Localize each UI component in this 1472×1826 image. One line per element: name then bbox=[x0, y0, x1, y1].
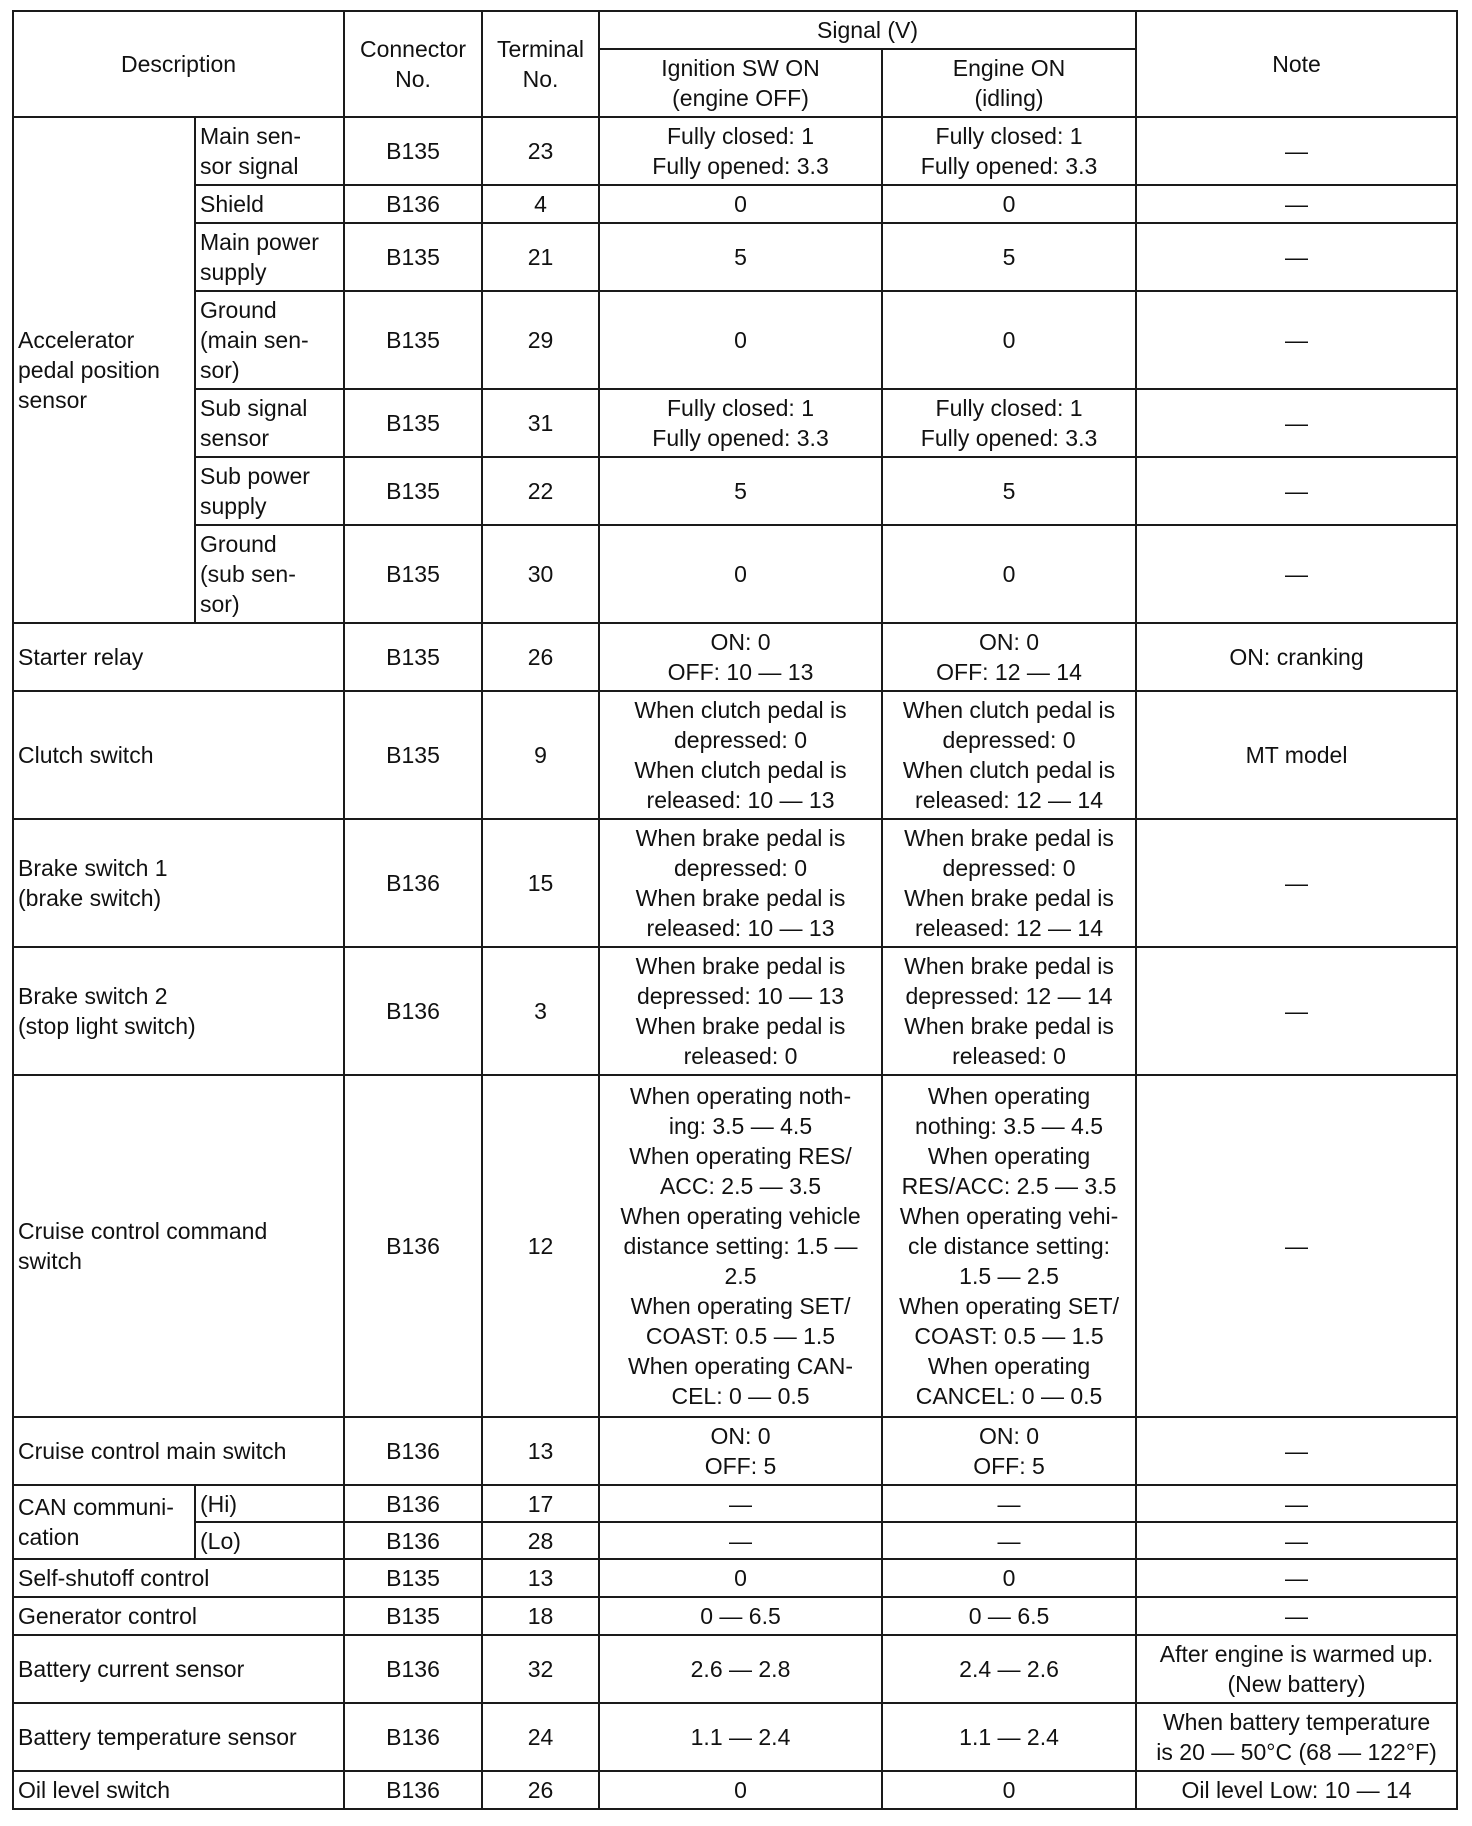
ignition-signal-cell: — bbox=[599, 1522, 882, 1559]
header-signal: Signal (V) bbox=[599, 11, 1136, 49]
note-cell: — bbox=[1136, 1075, 1457, 1417]
engine-signal-cell: Fully closed: 1 Fully opened: 3.3 bbox=[882, 117, 1136, 185]
sub-description: Sub power supply bbox=[195, 457, 344, 525]
connector-cell: B136 bbox=[344, 1522, 482, 1559]
engine-signal-cell: 5 bbox=[882, 457, 1136, 525]
engine-signal-cell: When brake pedal is depressed: 12 — 14 When brake pedal is released: 0 bbox=[882, 947, 1136, 1075]
header-note: Note bbox=[1136, 11, 1457, 117]
table-row bbox=[13, 819, 1457, 947]
ignition-signal-cell: 0 — 6.5 bbox=[599, 1597, 882, 1635]
description-cell: Battery current sensor bbox=[13, 1635, 344, 1703]
connector-cell: B136 bbox=[344, 1417, 482, 1485]
connector-cell: B136 bbox=[344, 819, 482, 947]
table-row bbox=[13, 947, 1457, 1075]
table-row bbox=[13, 623, 1457, 691]
table-row bbox=[13, 223, 1457, 291]
engine-signal-cell: 0 bbox=[882, 1771, 1136, 1809]
engine-signal-cell: When clutch pedal is depressed: 0 When clutch pedal is released: 12 — 14 bbox=[882, 691, 1136, 819]
ignition-signal-cell: 0 bbox=[599, 1771, 882, 1809]
connector-cell: B135 bbox=[344, 291, 482, 389]
note-cell: — bbox=[1136, 1485, 1457, 1522]
connector-cell: B136 bbox=[344, 1635, 482, 1703]
engine-signal-cell: ON: 0 OFF: 5 bbox=[882, 1417, 1136, 1485]
terminal-cell: 15 bbox=[482, 819, 599, 947]
terminal-cell: 18 bbox=[482, 1597, 599, 1635]
terminal-cell: 3 bbox=[482, 947, 599, 1075]
description-cell: Clutch switch bbox=[13, 691, 344, 819]
ignition-signal-cell: 0 bbox=[599, 1559, 882, 1597]
terminal-cell: 26 bbox=[482, 623, 599, 691]
sub-description: Main power supply bbox=[195, 223, 344, 291]
table-row bbox=[13, 1522, 1457, 1559]
note-cell: ON: cranking bbox=[1136, 623, 1457, 691]
terminal-cell: 13 bbox=[482, 1559, 599, 1597]
ignition-signal-cell: Fully closed: 1 Fully opened: 3.3 bbox=[599, 117, 882, 185]
ignition-signal-cell: 0 bbox=[599, 525, 882, 623]
table-row bbox=[13, 457, 1457, 525]
note-cell: — bbox=[1136, 1522, 1457, 1559]
connector-cell: B136 bbox=[344, 1771, 482, 1809]
ignition-signal-cell: 2.6 — 2.8 bbox=[599, 1635, 882, 1703]
table-row bbox=[13, 1703, 1457, 1771]
ignition-signal-cell: 1.1 — 2.4 bbox=[599, 1703, 882, 1771]
table-row bbox=[13, 1597, 1457, 1635]
terminal-cell: 23 bbox=[482, 117, 599, 185]
ignition-signal-cell: ON: 0 OFF: 10 — 13 bbox=[599, 623, 882, 691]
note-cell: — bbox=[1136, 457, 1457, 525]
table-row bbox=[13, 1075, 1457, 1417]
engine-signal-cell: 0 bbox=[882, 291, 1136, 389]
note-cell: — bbox=[1136, 117, 1457, 185]
description-cell: Brake switch 2 (stop light switch) bbox=[13, 947, 344, 1075]
sub-description: Main sen- sor signal bbox=[195, 117, 344, 185]
ignition-signal-cell: 5 bbox=[599, 223, 882, 291]
engine-signal-cell: — bbox=[882, 1485, 1136, 1522]
table-row bbox=[13, 691, 1457, 819]
engine-signal-cell: 0 bbox=[882, 525, 1136, 623]
sub-description: Shield bbox=[195, 185, 344, 223]
connector-cell: B136 bbox=[344, 1485, 482, 1522]
description-cell: Cruise control command switch bbox=[13, 1075, 344, 1417]
ignition-signal-cell: — bbox=[599, 1485, 882, 1522]
table-row bbox=[13, 1771, 1457, 1809]
table-row bbox=[13, 291, 1457, 389]
table-row bbox=[13, 1635, 1457, 1703]
engine-signal-cell: 0 bbox=[882, 185, 1136, 223]
note-cell: When battery temperature is 20 — 50°C (68 — 122°F) bbox=[1136, 1703, 1457, 1771]
ignition-signal-cell: Fully closed: 1 Fully opened: 3.3 bbox=[599, 389, 882, 457]
note-cell: — bbox=[1136, 223, 1457, 291]
sub-description: (Hi) bbox=[195, 1485, 344, 1522]
note-cell: — bbox=[1136, 1559, 1457, 1597]
terminal-cell: 29 bbox=[482, 291, 599, 389]
table-row bbox=[13, 185, 1457, 223]
note-cell: — bbox=[1136, 525, 1457, 623]
header-engine-on: Engine ON (idling) bbox=[882, 49, 1136, 117]
header-connector-no: Connector No. bbox=[344, 11, 482, 117]
terminal-cell: 4 bbox=[482, 185, 599, 223]
connector-cell: B135 bbox=[344, 1559, 482, 1597]
group-can-communication: CAN communi- cation bbox=[13, 1485, 195, 1559]
connector-cell: B135 bbox=[344, 691, 482, 819]
description-cell: Starter relay bbox=[13, 623, 344, 691]
engine-signal-cell: When operating nothing: 3.5 — 4.5 When operating RES/ACC: 2.5 — 3.5 When operating vehi- cle distance setting: 1.5 — 2.5 When operating SET/ COAST: 0.5 — 1.5 When operating CANCEL: 0 — 0.5 bbox=[882, 1075, 1136, 1417]
description-cell: Oil level switch bbox=[13, 1771, 344, 1809]
header-ignition-sw-on: Ignition SW ON (engine OFF) bbox=[599, 49, 882, 117]
engine-signal-cell: Fully closed: 1 Fully opened: 3.3 bbox=[882, 389, 1136, 457]
connector-cell: B136 bbox=[344, 947, 482, 1075]
terminal-cell: 13 bbox=[482, 1417, 599, 1485]
terminal-cell: 12 bbox=[482, 1075, 599, 1417]
note-cell: MT model bbox=[1136, 691, 1457, 819]
connector-cell: B135 bbox=[344, 117, 482, 185]
engine-signal-cell: 0 — 6.5 bbox=[882, 1597, 1136, 1635]
ignition-signal-cell: When operating noth- ing: 3.5 — 4.5 When operating RES/ ACC: 2.5 — 3.5 When operating vehicle distance setting: 1.5 — 2.5 When operating SET/ COAST: 0.5 — 1.5 When operating CAN- CEL: 0 — 0.5 bbox=[599, 1075, 882, 1417]
engine-signal-cell: 1.1 — 2.4 bbox=[882, 1703, 1136, 1771]
sub-description: Sub signal sensor bbox=[195, 389, 344, 457]
engine-signal-cell: ON: 0 OFF: 12 — 14 bbox=[882, 623, 1136, 691]
note-cell: — bbox=[1136, 1417, 1457, 1485]
ignition-signal-cell: When clutch pedal is depressed: 0 When clutch pedal is released: 10 — 13 bbox=[599, 691, 882, 819]
terminal-cell: 32 bbox=[482, 1635, 599, 1703]
engine-signal-cell: — bbox=[882, 1522, 1136, 1559]
engine-signal-cell: 0 bbox=[882, 1559, 1136, 1597]
note-cell: — bbox=[1136, 185, 1457, 223]
terminal-cell: 28 bbox=[482, 1522, 599, 1559]
engine-signal-cell: 5 bbox=[882, 223, 1136, 291]
connector-cell: B135 bbox=[344, 525, 482, 623]
ignition-signal-cell: 0 bbox=[599, 291, 882, 389]
description-cell: Brake switch 1 (brake switch) bbox=[13, 819, 344, 947]
connector-cell: B135 bbox=[344, 457, 482, 525]
note-cell: — bbox=[1136, 947, 1457, 1075]
connector-cell: B135 bbox=[344, 223, 482, 291]
table-row bbox=[13, 389, 1457, 457]
ignition-signal-cell: When brake pedal is depressed: 10 — 13 When brake pedal is released: 0 bbox=[599, 947, 882, 1075]
signal-table bbox=[12, 10, 1458, 1810]
table-row bbox=[13, 1417, 1457, 1485]
terminal-cell: 30 bbox=[482, 525, 599, 623]
terminal-cell: 21 bbox=[482, 223, 599, 291]
connector-cell: B135 bbox=[344, 623, 482, 691]
description-cell: Battery temperature sensor bbox=[13, 1703, 344, 1771]
connector-cell: B135 bbox=[344, 389, 482, 457]
note-cell: — bbox=[1136, 291, 1457, 389]
terminal-cell: 31 bbox=[482, 389, 599, 457]
note-cell: — bbox=[1136, 389, 1457, 457]
header-description: Description bbox=[13, 11, 344, 117]
sub-description: (Lo) bbox=[195, 1522, 344, 1559]
description-cell: Generator control bbox=[13, 1597, 344, 1635]
header-terminal-no: Terminal No. bbox=[482, 11, 599, 117]
group-accelerator-pedal-position-sensor: Accelerator pedal position sensor bbox=[13, 117, 195, 623]
table-row bbox=[13, 117, 1457, 185]
terminal-cell: 17 bbox=[482, 1485, 599, 1522]
connector-cell: B136 bbox=[344, 1703, 482, 1771]
note-cell: — bbox=[1136, 819, 1457, 947]
terminal-cell: 26 bbox=[482, 1771, 599, 1809]
note-cell: — bbox=[1136, 1597, 1457, 1635]
ignition-signal-cell: ON: 0 OFF: 5 bbox=[599, 1417, 882, 1485]
note-cell: Oil level Low: 10 — 14 bbox=[1136, 1771, 1457, 1809]
terminal-cell: 22 bbox=[482, 457, 599, 525]
note-cell: After engine is warmed up. (New battery) bbox=[1136, 1635, 1457, 1703]
table-row bbox=[13, 1559, 1457, 1597]
description-cell: Self-shutoff control bbox=[13, 1559, 344, 1597]
connector-cell: B136 bbox=[344, 1075, 482, 1417]
engine-signal-cell: When brake pedal is depressed: 0 When brake pedal is released: 12 — 14 bbox=[882, 819, 1136, 947]
engine-signal-cell: 2.4 — 2.6 bbox=[882, 1635, 1136, 1703]
ignition-signal-cell: When brake pedal is depressed: 0 When brake pedal is released: 10 — 13 bbox=[599, 819, 882, 947]
table-row bbox=[13, 525, 1457, 623]
connector-cell: B135 bbox=[344, 1597, 482, 1635]
ignition-signal-cell: 0 bbox=[599, 185, 882, 223]
description-cell: Cruise control main switch bbox=[13, 1417, 344, 1485]
terminal-cell: 24 bbox=[482, 1703, 599, 1771]
sub-description: Ground (sub sen- sor) bbox=[195, 525, 344, 623]
sub-description: Ground (main sen- sor) bbox=[195, 291, 344, 389]
ignition-signal-cell: 5 bbox=[599, 457, 882, 525]
connector-cell: B136 bbox=[344, 185, 482, 223]
terminal-cell: 9 bbox=[482, 691, 599, 819]
table-row bbox=[13, 1485, 1457, 1522]
